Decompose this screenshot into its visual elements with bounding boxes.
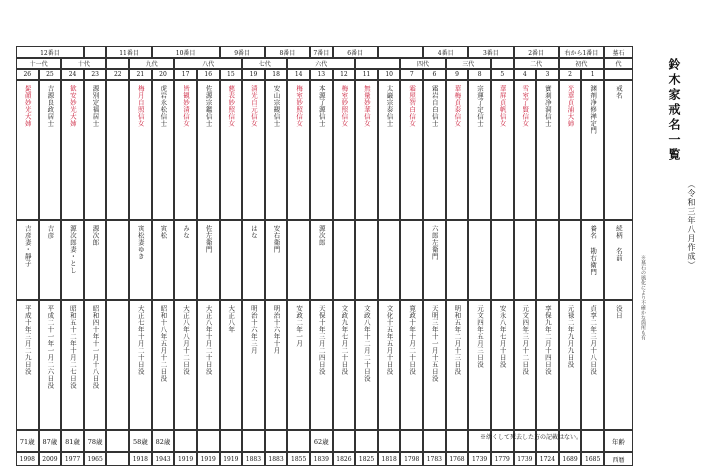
kaimyo-cell <box>559 80 582 220</box>
death-date-cell <box>174 300 197 430</box>
year-cell: 1685 <box>581 452 604 466</box>
generation-header: 九代 <box>129 58 174 69</box>
relation-name-cell-text: 安右衛門 <box>272 225 281 253</box>
age-cell <box>400 430 423 452</box>
relation-name-cell-text: 寅松妻ゆき <box>136 225 145 260</box>
stone-header: 11番目 <box>106 46 151 58</box>
year-cell: 1998 <box>16 452 39 466</box>
column-number: 11 <box>355 69 378 80</box>
relation-name-cell-text: 吉彦 <box>46 225 55 239</box>
column-number: 2 <box>559 69 582 80</box>
relation-name-cell <box>559 220 582 300</box>
kaimyo-cell <box>536 80 559 220</box>
kaimyo-cell-text: 無量妙華信女 <box>362 85 371 127</box>
death-date-cell <box>106 300 129 430</box>
death-date-cell-text: 寛政十年十月二十日没 <box>408 305 417 375</box>
kaimyo-cell <box>287 80 310 220</box>
kaimyo-cell-text: 本源了源信士 <box>317 85 326 127</box>
generation-header: 二代 <box>514 58 559 69</box>
year-cell: 1689 <box>559 452 582 466</box>
death-date-cell-text: 平成二十一年一月二六日没 <box>46 305 55 389</box>
kaimyo-cell <box>400 80 423 220</box>
kaimyo-cell <box>310 80 333 220</box>
year-cell: 1724 <box>536 452 559 466</box>
relation-name-cell <box>581 220 604 300</box>
kaimyo-cell <box>514 80 537 220</box>
generation-header: 十一代 <box>16 58 61 69</box>
column-number: 26 <box>16 69 39 80</box>
stone-header: 8番目 <box>265 46 310 58</box>
year-cell: 1825 <box>355 452 378 466</box>
stone-label: 墓石 <box>604 46 633 58</box>
relation-name-cell <box>355 220 378 300</box>
stone-header: 3番目 <box>468 46 513 58</box>
kaimyo-cell-text: 雪室了賢信女 <box>521 85 530 127</box>
age-cell: 81歳 <box>61 430 84 452</box>
kaimyo-cell-text: 霜屋智白信女 <box>408 85 417 127</box>
kaimyo-cell <box>491 80 514 220</box>
kaimyo-label-text: 戒名 <box>614 85 623 99</box>
kaimyo-cell <box>333 80 356 220</box>
generation-header: 七代 <box>242 58 287 69</box>
kaimyo-cell-text: 霜岩自白信士 <box>430 85 439 127</box>
death-date-cell-text: 平成十年三月二九日没 <box>23 305 32 375</box>
relation-name-cell <box>174 220 197 300</box>
year-cell: 1826 <box>333 452 356 466</box>
relation-name-cell-text: はな <box>249 225 258 239</box>
generation-header: 初代 <box>559 58 604 69</box>
age-cell: 82歳 <box>152 430 175 452</box>
relation-name-cell <box>152 220 175 300</box>
relation-name-cell <box>197 220 220 300</box>
death-date-cell <box>129 300 152 430</box>
year-cell <box>106 452 129 466</box>
age-cell: 58歳 <box>129 430 152 452</box>
column-number: 10 <box>378 69 401 80</box>
column-number: 5 <box>491 69 514 80</box>
year-cell: 1739 <box>468 452 491 466</box>
age-cell <box>197 430 220 452</box>
year-cell: 1779 <box>491 452 514 466</box>
relation-name-cell <box>333 220 356 300</box>
column-number: 8 <box>468 69 491 80</box>
relation-name-cell <box>84 220 107 300</box>
relation-name-cell-text: みな <box>182 225 190 239</box>
relation-name-cell <box>468 220 491 300</box>
kaimyo-cell-text: 梅室妙照信女 <box>340 85 349 127</box>
death-date-cell-text: 大正七年十月二十日没 <box>136 305 145 375</box>
death-date-cell-text: 昭和十八年五月十二日没 <box>159 305 168 382</box>
relation-name-cell-text: 源次郎妻・とし <box>68 225 77 274</box>
kaimyo-cell-text: 慈表妙照信女 <box>227 85 236 127</box>
age-cell <box>287 430 310 452</box>
death-date-cell-text: 文政九年七月二十日没 <box>340 305 349 375</box>
kaimyo-cell <box>16 80 39 220</box>
column-number: 7 <box>400 69 423 80</box>
column-number: 13 <box>310 69 333 80</box>
relation-name-cell <box>129 220 152 300</box>
death-date-cell-text: 大正八年十月二十日没 <box>204 305 213 375</box>
year-cell: 1919 <box>197 452 220 466</box>
death-date-cell-text: 文政八年十二月二十日没 <box>362 305 371 382</box>
death-date-cell-text: 昭和五十二年十月二七日没 <box>68 305 77 389</box>
relation-name-cell <box>446 220 469 300</box>
stone-header: 7番目 <box>310 46 333 58</box>
relation-name-cell <box>514 220 537 300</box>
relation-name-cell <box>491 220 514 300</box>
stone-header <box>378 46 423 58</box>
death-date-cell-text: 大正八年 <box>227 305 236 333</box>
kaimyo-cell <box>446 80 469 220</box>
death-date-cell <box>559 300 582 430</box>
number-label <box>604 69 633 80</box>
relation-name-cell <box>378 220 401 300</box>
relation-name-cell <box>423 220 446 300</box>
death-date-cell-text: 天保十年三月二四日没 <box>317 305 326 375</box>
generation-header: 四代 <box>400 58 445 69</box>
relation-name-cell <box>242 220 265 300</box>
relation-name-cell <box>400 220 423 300</box>
age-cell <box>174 430 197 452</box>
column-number: 3 <box>536 69 559 80</box>
death-date-cell <box>287 300 310 430</box>
relation-name-cell <box>265 220 288 300</box>
death-date-cell <box>468 300 491 430</box>
year-cell: 1783 <box>423 452 446 466</box>
death-date-cell-text: 明治十六年三月 <box>249 305 258 354</box>
kaimyo-cell-text: 佐源宗鑑信士 <box>204 85 213 127</box>
generation-header: 八代 <box>174 58 242 69</box>
generation-header <box>355 58 400 69</box>
year-cell: 1839 <box>310 452 333 466</box>
side-note: ※墓石の風化により不確かな箇所も有 <box>640 255 646 340</box>
death-label-text: 没日 <box>614 305 623 319</box>
age-cell: 71歳 <box>16 430 39 452</box>
column-number: 25 <box>39 69 62 80</box>
kaimyo-cell-text: 梅月自照信女 <box>136 85 145 127</box>
death-date-cell <box>61 300 84 430</box>
death-date-cell-text: 昭和四十年十一月十八日没 <box>91 305 100 389</box>
year-cell: 1883 <box>242 452 265 466</box>
year-cell: 1739 <box>514 452 537 466</box>
death-date-cell-text: 貞享二年三月十八日没 <box>589 305 598 375</box>
death-date-cell <box>536 300 559 430</box>
kaimyo-cell <box>174 80 197 220</box>
generation-header: 六代 <box>287 58 355 69</box>
death-date-cell <box>84 300 107 430</box>
relation-name-cell <box>536 220 559 300</box>
column-number: 21 <box>129 69 152 80</box>
year-cell: 1768 <box>446 452 469 466</box>
kaimyo-label <box>604 80 633 220</box>
age-cell <box>220 430 243 452</box>
year-cell: 1965 <box>84 452 107 466</box>
death-date-cell-text: 元禄二年九月九日没 <box>566 305 575 368</box>
kaimyo-cell <box>265 80 288 220</box>
death-date-cell-text: 天明三年十一月十五日没 <box>430 305 439 382</box>
year-cell: 1883 <box>265 452 288 466</box>
kaimyo-cell-text: 源別定福居士 <box>91 85 100 127</box>
relation-name-cell-text: 源次郎 <box>317 225 326 246</box>
relation-name-cell <box>106 220 129 300</box>
age-cell <box>355 430 378 452</box>
death-date-cell <box>265 300 288 430</box>
age-cell: 87歳 <box>39 430 62 452</box>
age-cell: 78歳 <box>84 430 107 452</box>
death-date-cell-text: 明和五年二月十三日没 <box>453 305 462 375</box>
age-label: 年齢 <box>604 430 633 452</box>
death-date-cell <box>355 300 378 430</box>
kaimyo-cell <box>581 80 604 220</box>
kaimyo-cell <box>220 80 243 220</box>
death-date-cell <box>310 300 333 430</box>
kaimyo-cell-text: 歓安妙光大姉 <box>68 85 77 127</box>
death-date-cell <box>514 300 537 430</box>
kaimyo-cell-text: 實刹净洞信士 <box>543 85 552 127</box>
column-number: 16 <box>197 69 220 80</box>
relation-name-cell <box>220 220 243 300</box>
kaimyo-cell-text: 渊剤净修禅定門 <box>589 85 598 134</box>
death-date-cell-text: 大正八年八月十二日没 <box>182 305 190 375</box>
relation-name-cell-text: 寅松 <box>159 225 168 239</box>
age-cell: 62歳 <box>310 430 333 452</box>
death-date-cell <box>400 300 423 430</box>
kaimyo-cell-text: 太巌宗泰信士 <box>385 85 394 127</box>
year-cell: 1918 <box>129 452 152 466</box>
kaimyo-cell-text: 吉源良政居士 <box>46 85 55 127</box>
age-cell <box>333 430 356 452</box>
year-cell: 1798 <box>400 452 423 466</box>
kaimyo-cell <box>61 80 84 220</box>
kaimyo-cell-text: 華屏貞帆信女 <box>498 85 507 127</box>
kaimyo-cell <box>197 80 220 220</box>
death-date-cell <box>378 300 401 430</box>
year-cell: 1919 <box>174 452 197 466</box>
generation-header <box>491 58 514 69</box>
kaimyo-cell <box>39 80 62 220</box>
name-label <box>604 220 633 300</box>
death-date-cell <box>197 300 220 430</box>
column-number: 4 <box>514 69 537 80</box>
kaimyo-cell-text: 光華貞浦大姉 <box>566 85 575 127</box>
year-cell: 2009 <box>39 452 62 466</box>
generation-label: 代 <box>604 58 633 69</box>
death-label <box>604 300 633 430</box>
relation-name-cell <box>16 220 39 300</box>
relation-name-cell-text: 養名 勘右衛門 <box>589 225 598 276</box>
footnote: ※幼くして死去した方の記載はない。 <box>480 434 583 441</box>
stone-header: 12番目 <box>16 46 84 58</box>
kaimyo-cell <box>106 80 129 220</box>
death-date-cell <box>16 300 39 430</box>
age-cell <box>581 430 604 452</box>
kaimyo-cell-text: 宗運了定信士 <box>476 85 484 127</box>
kaimyo-cell-text: 清光自元信女 <box>249 85 258 127</box>
age-cell <box>446 430 469 452</box>
death-date-cell-text: 安永八年七月十日没 <box>498 305 507 368</box>
stone-header <box>84 46 107 58</box>
age-cell <box>378 430 401 452</box>
death-date-cell-text: 享保九年二月十四日没 <box>543 305 552 375</box>
kaimyo-cell-text: 虎岩永松信士 <box>159 85 168 127</box>
kaimyo-cell <box>468 80 491 220</box>
generation-header: 三代 <box>446 58 491 69</box>
death-date-cell <box>423 300 446 430</box>
kaimyo-cell <box>152 80 175 220</box>
age-cell <box>423 430 446 452</box>
page-subtitle: （令和三年八月作成） <box>687 180 696 270</box>
column-number: 17 <box>174 69 197 80</box>
death-date-cell-text: 明治十六年十月 <box>272 305 281 354</box>
death-date-cell <box>446 300 469 430</box>
death-date-cell <box>39 300 62 430</box>
column-number: 6 <box>423 69 446 80</box>
stone-header: 6番目 <box>333 46 378 58</box>
death-date-cell-text: 元文四年三月十二日没 <box>521 305 530 375</box>
name-label-text: 続柄 名前 <box>614 225 623 262</box>
death-date-cell <box>242 300 265 430</box>
relation-name-cell-text: 吉彦妻・靜子 <box>23 225 32 267</box>
death-date-cell-text: 安政二年一月 <box>295 305 304 347</box>
stone-header: 2番目 <box>514 46 559 58</box>
death-date-cell <box>581 300 604 430</box>
kaimyo-cell-text: 安山宗観信士 <box>272 85 281 127</box>
death-date-cell <box>333 300 356 430</box>
stone-header: 10番目 <box>152 46 220 58</box>
generation-header: 十代 <box>61 58 106 69</box>
kaimyo-cell-text: 華梅貞泰信女 <box>453 85 462 127</box>
age-cell <box>242 430 265 452</box>
relation-name-cell <box>287 220 310 300</box>
stone-header: 右から1番目 <box>559 46 604 58</box>
column-number: 18 <box>265 69 288 80</box>
death-date-cell <box>491 300 514 430</box>
relation-name-cell <box>310 220 333 300</box>
kaimyo-cell-text: 皆観妙清信女 <box>182 85 190 127</box>
column-number: 1 <box>581 69 604 80</box>
kaimyo-cell <box>355 80 378 220</box>
column-number: 23 <box>84 69 107 80</box>
death-date-cell <box>152 300 175 430</box>
column-number: 20 <box>152 69 175 80</box>
stone-header: 4番目 <box>423 46 468 58</box>
column-number: 24 <box>61 69 84 80</box>
column-number: 22 <box>106 69 129 80</box>
relation-name-cell-text: 六郎左衛門 <box>430 225 439 260</box>
kaimyo-cell <box>423 80 446 220</box>
relation-name-cell-text: 源次郎 <box>91 225 100 246</box>
relation-name-cell <box>39 220 62 300</box>
year-cell: 1919 <box>220 452 243 466</box>
column-number: 14 <box>287 69 310 80</box>
column-number: 12 <box>333 69 356 80</box>
relation-name-cell <box>61 220 84 300</box>
page-title: 鈴木家戒名一覧 <box>667 58 681 163</box>
column-number: 9 <box>446 69 469 80</box>
death-date-cell-text: 元文四年五月三日没 <box>476 305 484 368</box>
kaimyo-cell-text: 梅室妙照信女 <box>295 85 304 127</box>
death-date-cell-text: 文化十五年五月十日没 <box>385 305 394 375</box>
kaimyo-cell <box>242 80 265 220</box>
kaimyo-cell-text: 髭顔妙光大姉 <box>23 85 32 127</box>
column-number: 15 <box>220 69 243 80</box>
relation-name-cell-text: 佐左衛門 <box>204 225 213 253</box>
death-date-cell <box>220 300 243 430</box>
kaimyo-cell <box>129 80 152 220</box>
year-cell: 1855 <box>287 452 310 466</box>
column-number: 19 <box>242 69 265 80</box>
year-cell: 1977 <box>61 452 84 466</box>
year-cell: 1818 <box>378 452 401 466</box>
year-label: 西暦 <box>604 452 633 466</box>
age-cell <box>265 430 288 452</box>
year-cell: 1943 <box>152 452 175 466</box>
kaimyo-cell <box>378 80 401 220</box>
generation-header <box>106 58 129 69</box>
stone-header: 9番目 <box>220 46 265 58</box>
age-cell <box>106 430 129 452</box>
kaimyo-cell <box>84 80 107 220</box>
